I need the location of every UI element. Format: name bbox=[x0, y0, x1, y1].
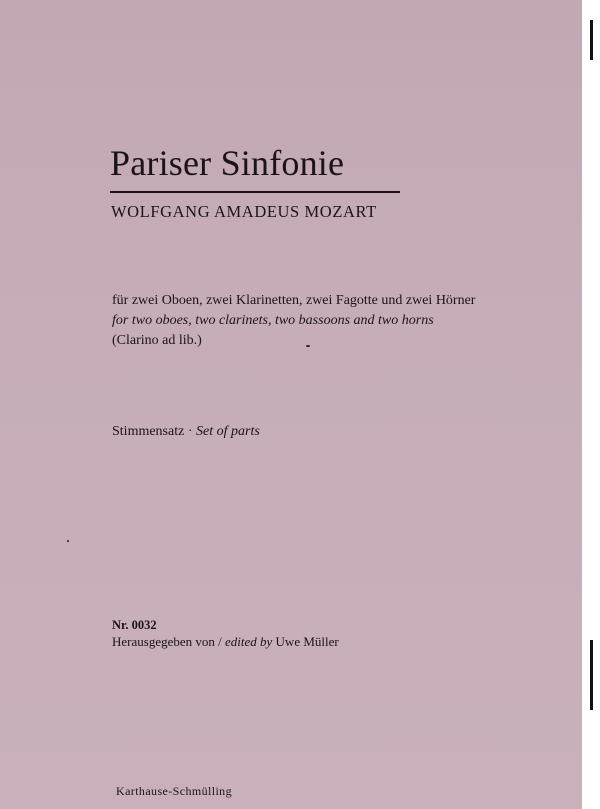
paper-speck bbox=[306, 345, 310, 347]
publisher-name: Karthause-Schmülling bbox=[116, 784, 232, 798]
composer-name: WOLFGANG AMADEUS MOZART bbox=[111, 202, 377, 221]
instrumentation-german: für zwei Oboen, zwei Klarinetten, zwei Fagotte und zwei Hörner bbox=[112, 293, 476, 308]
editor-line bbox=[112, 634, 339, 650]
edge-mark bbox=[590, 20, 593, 60]
document-title: Pariser Sinfonie bbox=[110, 143, 345, 183]
editor-name: Uwe Müller bbox=[272, 634, 339, 649]
parts-label bbox=[112, 424, 260, 440]
parts-label-english: Set of parts bbox=[196, 424, 260, 439]
editor-label-german: Herausgegeben von / bbox=[112, 634, 225, 649]
edge-mark bbox=[590, 640, 593, 710]
parts-separator: · bbox=[184, 424, 196, 439]
editor-label-english: edited by bbox=[225, 634, 273, 649]
edition-number: Nr. 0032 bbox=[112, 618, 157, 632]
paper-speck bbox=[67, 540, 69, 542]
clarino-note: (Clarino ad lib.) bbox=[112, 333, 202, 348]
instrumentation-english: for two oboes, two clarinets, two bassoons and two horns bbox=[112, 313, 434, 328]
parts-label-german: Stimmensatz bbox=[112, 424, 185, 439]
title-rule bbox=[110, 191, 400, 193]
